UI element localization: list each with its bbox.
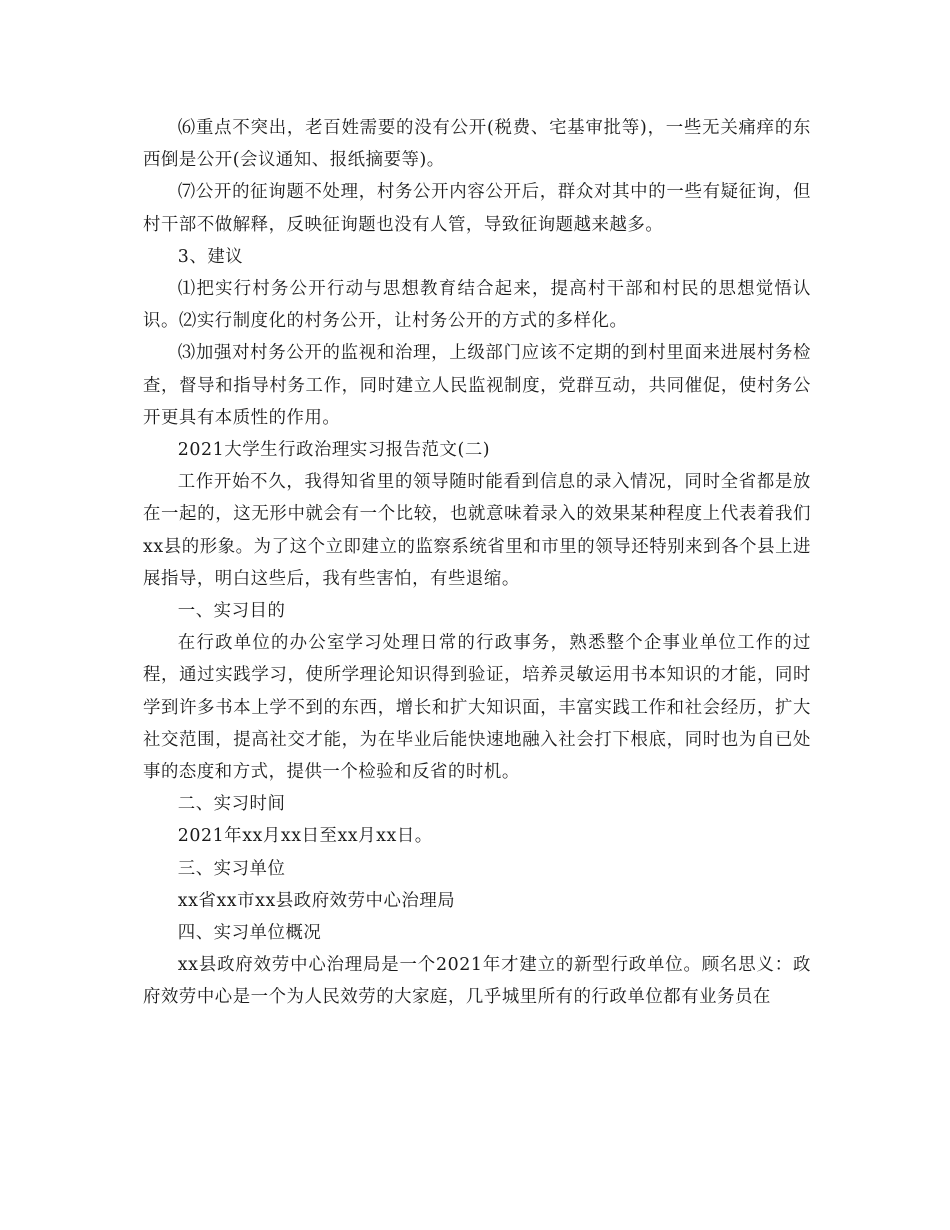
section-heading-unit: 三、实习单位 bbox=[177, 858, 286, 879]
document-body bbox=[143, 112, 811, 1014]
paragraph-intro: 工作开始不久，我得知省里的领导随时能看到信息的录入情况，同时全省都是放在一起的，这无形中就会有一个比较，也就意味着录入的效果某种程度上代表着我们xx县的形象。为了这个立即建立的监察系统省里和市里的领导还特别来到各个县上进展指导，明白这些后，我有些害怕，有些退缩。 bbox=[143, 472, 811, 589]
section-heading-unit-overview: 四、实习单位概况 bbox=[177, 923, 322, 944]
section-heading-suggestions: 3、建议 bbox=[177, 246, 244, 267]
paragraph-unit-overview: xx县政府效劳中心治理局是一个2021年才建立的新型行政单位。顾名思义：政府效劳中心是一个为人民效劳的大家庭，几乎城里所有的行政单位都有业务员在 bbox=[143, 955, 811, 1008]
paragraph-purpose: 在行政单位的办公室学习处理日常的行政事务，熟悉整个企事业单位工作的过程，通过实践学习，使所学理论知识得到验证，培养灵敏运用书本知识的才能，同时学到许多书本上学不到的东西，增长和扩大知识面，丰富实践工作和社会经历，扩大社交范围，提高社交才能，为在毕业后能快速地融入社会打下根底，同时也为自已处事的态度和方式，提供一个检验和反省的时机。 bbox=[143, 633, 811, 783]
paragraph-item-7: ⑺公开的征询题不处理，村务公开内容公开后，群众对其中的一些有疑征询，但村干部不做解释，反映征询题也没有人管，导致征询题越来越多。 bbox=[143, 182, 811, 235]
paragraph-time: 2021年xx月xx日至xx月xx日。 bbox=[177, 826, 433, 847]
paragraph-item-6: ⑹重点不突出，老百姓需要的没有公开(税费、宅基审批等)，一些无关痛痒的东西倒是公开(会议通知、报纸摘要等)。 bbox=[143, 118, 811, 171]
paragraph-suggestion-3: ⑶加强对村务公开的监视和治理，上级部门应该不定期的到村里面来进展村务检查，督导和指导村务工作，同时建立人民监视制度，党群互动，共同催促，使村务公开更具有本质性的作用。 bbox=[143, 343, 811, 428]
section-heading-time: 二、实习时间 bbox=[177, 794, 286, 815]
paragraph-unit: xx省xx市xx县政府效劳中心治理局 bbox=[177, 890, 456, 911]
paragraph-suggestion-1-2: ⑴把实行村务公开行动与思想教育结合起来，提高村干部和村民的思想觉悟认识。⑵实行制度化的村务公开，让村务公开的方式的多样化。 bbox=[143, 279, 811, 332]
section-heading-purpose: 一、实习目的 bbox=[177, 601, 286, 622]
report-title-part-2: 2021大学生行政治理实习报告范文(二) bbox=[177, 440, 491, 461]
